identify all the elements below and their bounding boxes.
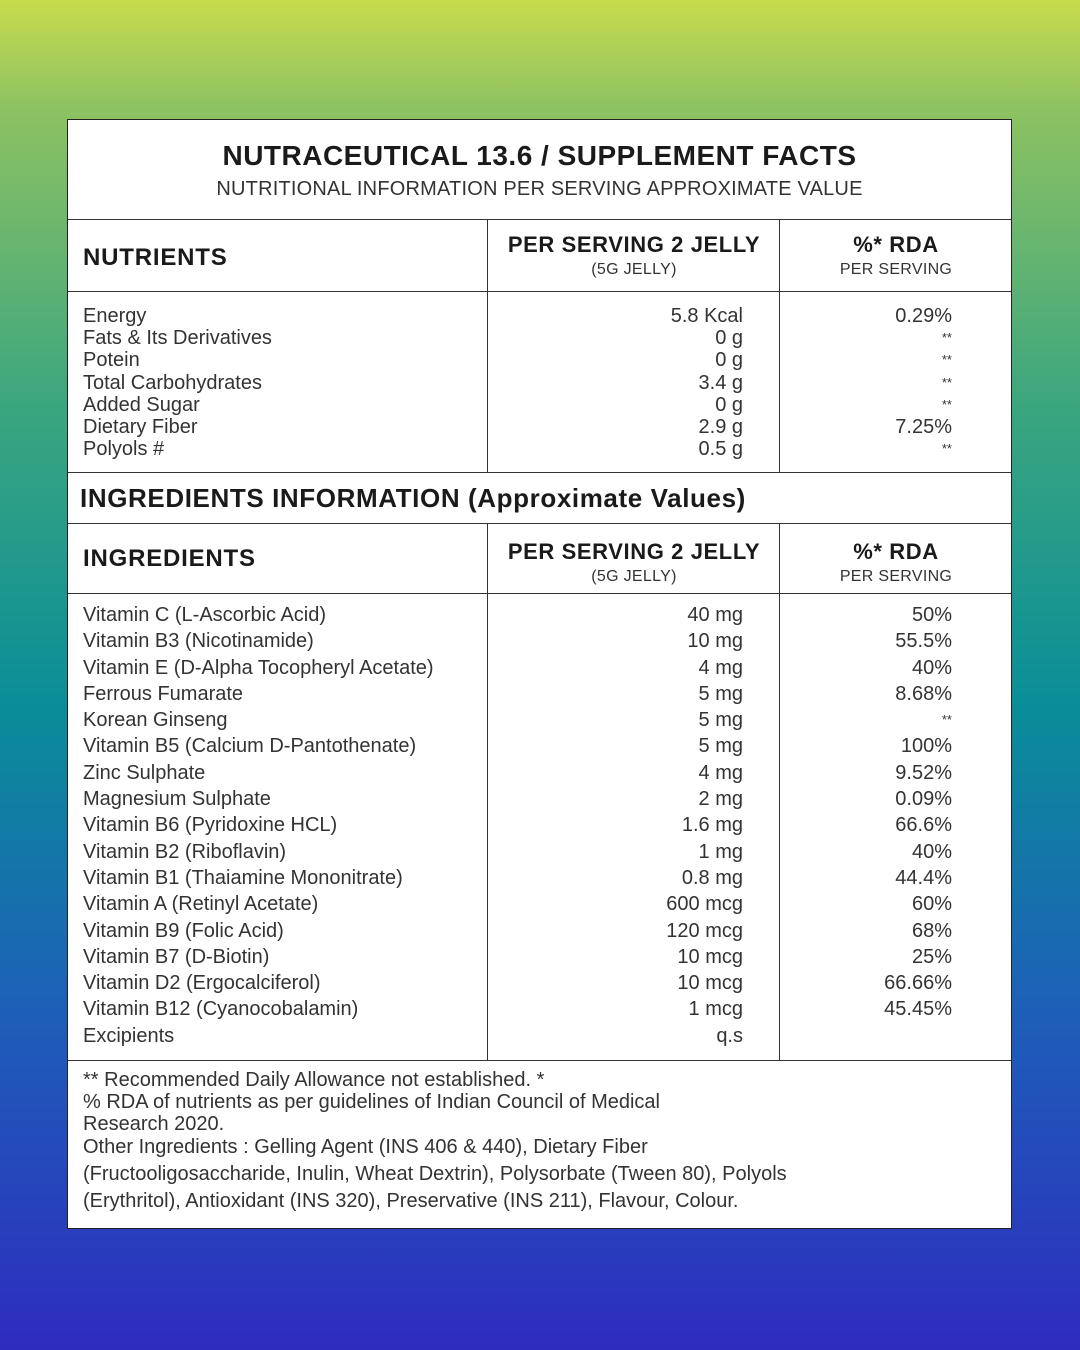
per-serving-column-header: PER SERVING 2 JELLY xyxy=(507,539,761,564)
row-rda: 40% xyxy=(911,656,952,679)
row-name: Korean Ginseng xyxy=(83,709,228,732)
divider xyxy=(68,1060,1011,1061)
row-amount: 10 mcg xyxy=(677,945,743,968)
divider xyxy=(68,291,1011,292)
per-serving-column-subheader: (5G JELLY) xyxy=(591,261,677,278)
row-name: Dietary Fiber xyxy=(83,415,198,438)
rda-column-header: %* RDA xyxy=(853,232,939,257)
row-name: Magnesium Sulphate xyxy=(83,788,271,811)
row-amount: 5 mg xyxy=(698,735,743,758)
nutrients-column-header: NUTRIENTS xyxy=(83,244,228,271)
other-ingredients-line: (Erythritol), Antioxidant (INS 320), Preservative (INS 211), Flavour, Colour. xyxy=(83,1190,739,1212)
row-amount: 0 g xyxy=(715,327,743,350)
row-name: Vitamin B12 (Cyanocobalamin) xyxy=(83,998,359,1021)
divider xyxy=(68,523,1011,524)
row-rda: 40% xyxy=(911,840,952,863)
ingredients-section-title xyxy=(80,483,746,514)
rda-column-header: %* RDA xyxy=(853,539,939,564)
row-amount: 0 g xyxy=(715,393,743,416)
per-serving-column-subheader: (5G JELLY) xyxy=(591,568,677,585)
row-name: Vitamin B7 (D-Biotin) xyxy=(83,945,270,968)
row-name: Added Sugar xyxy=(83,393,200,416)
column-divider xyxy=(779,219,780,472)
footnote-rda-guidelines-cont: Research 2020. xyxy=(83,1113,225,1135)
row-amount: 5 mg xyxy=(698,682,743,705)
row-name: Ferrous Fumarate xyxy=(83,682,244,705)
row-rda: 25% xyxy=(911,945,952,968)
row-amount: 1 mcg xyxy=(688,998,743,1021)
row-name: Excipients xyxy=(83,1024,175,1047)
row-name: Total Carbohydrates xyxy=(83,371,262,394)
column-divider xyxy=(779,523,780,1060)
row-amount: q.s xyxy=(716,1024,743,1047)
row-rda: 0.29% xyxy=(895,305,952,327)
row-rda: 50% xyxy=(911,604,952,626)
row-rda: 68% xyxy=(911,919,952,942)
row-rda: 60% xyxy=(911,893,952,916)
row-rda: 0.09% xyxy=(895,788,952,811)
row-name: Vitamin D2 (Ergocalciferol) xyxy=(83,972,321,995)
row-amount: 0.5 g xyxy=(698,438,743,461)
row-amount: 120 mcg xyxy=(666,919,743,942)
row-name: Vitamin A (Retinyl Acetate) xyxy=(83,893,319,916)
row-rda: ** xyxy=(941,396,952,412)
other-ingredients-line: Other Ingredients : Gelling Agent (INS 406 & 440), Dietary Fiber xyxy=(83,1136,648,1158)
rda-column-subheader: PER SERVING xyxy=(839,261,953,278)
footnote-rda-guidelines: % RDA of nutrients as per guidelines of Indian Council of Medical xyxy=(83,1091,660,1113)
row-rda: 7.25% xyxy=(895,415,952,438)
row-rda: ** xyxy=(941,352,952,368)
row-name: Vitamin B6 (Pyridoxine HCL) xyxy=(83,814,338,837)
page-title: NUTRACEUTICAL 13.6 / SUPPLEMENT FACTS xyxy=(222,140,857,171)
row-rda: 55.5% xyxy=(895,630,952,653)
row-rda: 9.52% xyxy=(895,761,952,784)
row-rda: 45.45% xyxy=(884,998,952,1021)
row-name: Polyols # xyxy=(83,438,165,461)
row-amount: 2 mg xyxy=(698,788,743,811)
column-divider xyxy=(487,523,488,1060)
row-amount: 10 mcg xyxy=(677,972,743,995)
divider xyxy=(68,472,1011,473)
row-amount: 1.6 mg xyxy=(681,814,743,837)
row-amount: 600 mcg xyxy=(666,893,743,916)
row-name: Vitamin C (L-Ascorbic Acid) xyxy=(83,604,327,626)
row-name: Zinc Sulphate xyxy=(83,761,206,784)
row-amount: 2.9 g xyxy=(698,415,743,438)
footnote-rda-not-established: ** Recommended Daily Allowance not established. * xyxy=(83,1069,545,1091)
row-name: Potein xyxy=(83,349,140,372)
row-amount: 10 mg xyxy=(687,630,743,653)
row-name: Energy xyxy=(83,305,147,327)
row-rda: ** xyxy=(941,374,952,390)
row-amount: 40 mg xyxy=(687,604,743,626)
row-rda: ** xyxy=(941,712,952,728)
row-name: Vitamin B3 (Nicotinamide) xyxy=(83,630,314,653)
row-name: Vitamin B2 (Riboflavin) xyxy=(83,840,287,863)
row-amount: 4 mg xyxy=(698,761,743,784)
page-subtitle: NUTRITIONAL INFORMATION PER SERVING APPROXIMATE VALUE xyxy=(216,178,863,200)
row-rda: 66.66% xyxy=(884,972,952,995)
row-name: Fats & Its Derivatives xyxy=(83,327,272,350)
ingredients-column-header: INGREDIENTS xyxy=(83,545,256,572)
row-name: Vitamin E (D-Alpha Tocopheryl Acetate) xyxy=(83,656,434,679)
row-rda: 100% xyxy=(900,735,952,758)
row-amount: 0 g xyxy=(715,349,743,372)
row-rda: ** xyxy=(941,441,952,457)
row-rda: ** xyxy=(941,330,952,346)
row-amount: 1 mg xyxy=(698,840,743,863)
row-name: Vitamin B9 (Folic Acid) xyxy=(83,919,284,942)
row-rda: 44.4% xyxy=(895,866,952,889)
row-amount: 5 mg xyxy=(698,709,743,732)
row-amount: 0.8 mg xyxy=(681,866,743,889)
ingredients-section-title-main: INGREDIENTS INFORMATION xyxy=(80,483,461,513)
row-rda: 66.6% xyxy=(895,814,952,837)
other-ingredients-line: (Fructooligosaccharide, Inulin, Wheat Dextrin), Polysorbate (Tween 80), Polyols xyxy=(83,1163,787,1185)
divider xyxy=(68,219,1011,220)
supplement-facts-panel xyxy=(67,119,1012,1229)
row-rda: 8.68% xyxy=(895,682,952,705)
row-amount: 4 mg xyxy=(698,656,743,679)
row-amount: 5.8 Kcal xyxy=(670,305,743,327)
per-serving-column-header: PER SERVING 2 JELLY xyxy=(507,232,761,257)
row-name: Vitamin B5 (Calcium D-Pantothenate) xyxy=(83,735,417,758)
row-amount: 3.4 g xyxy=(698,371,743,394)
column-divider xyxy=(487,219,488,472)
divider xyxy=(68,593,1011,594)
row-name: Vitamin B1 (Thaiamine Mononitrate) xyxy=(83,866,403,889)
ingredients-section-title-suffix: (Approximate Values) xyxy=(468,483,746,513)
rda-column-subheader: PER SERVING xyxy=(839,568,953,585)
